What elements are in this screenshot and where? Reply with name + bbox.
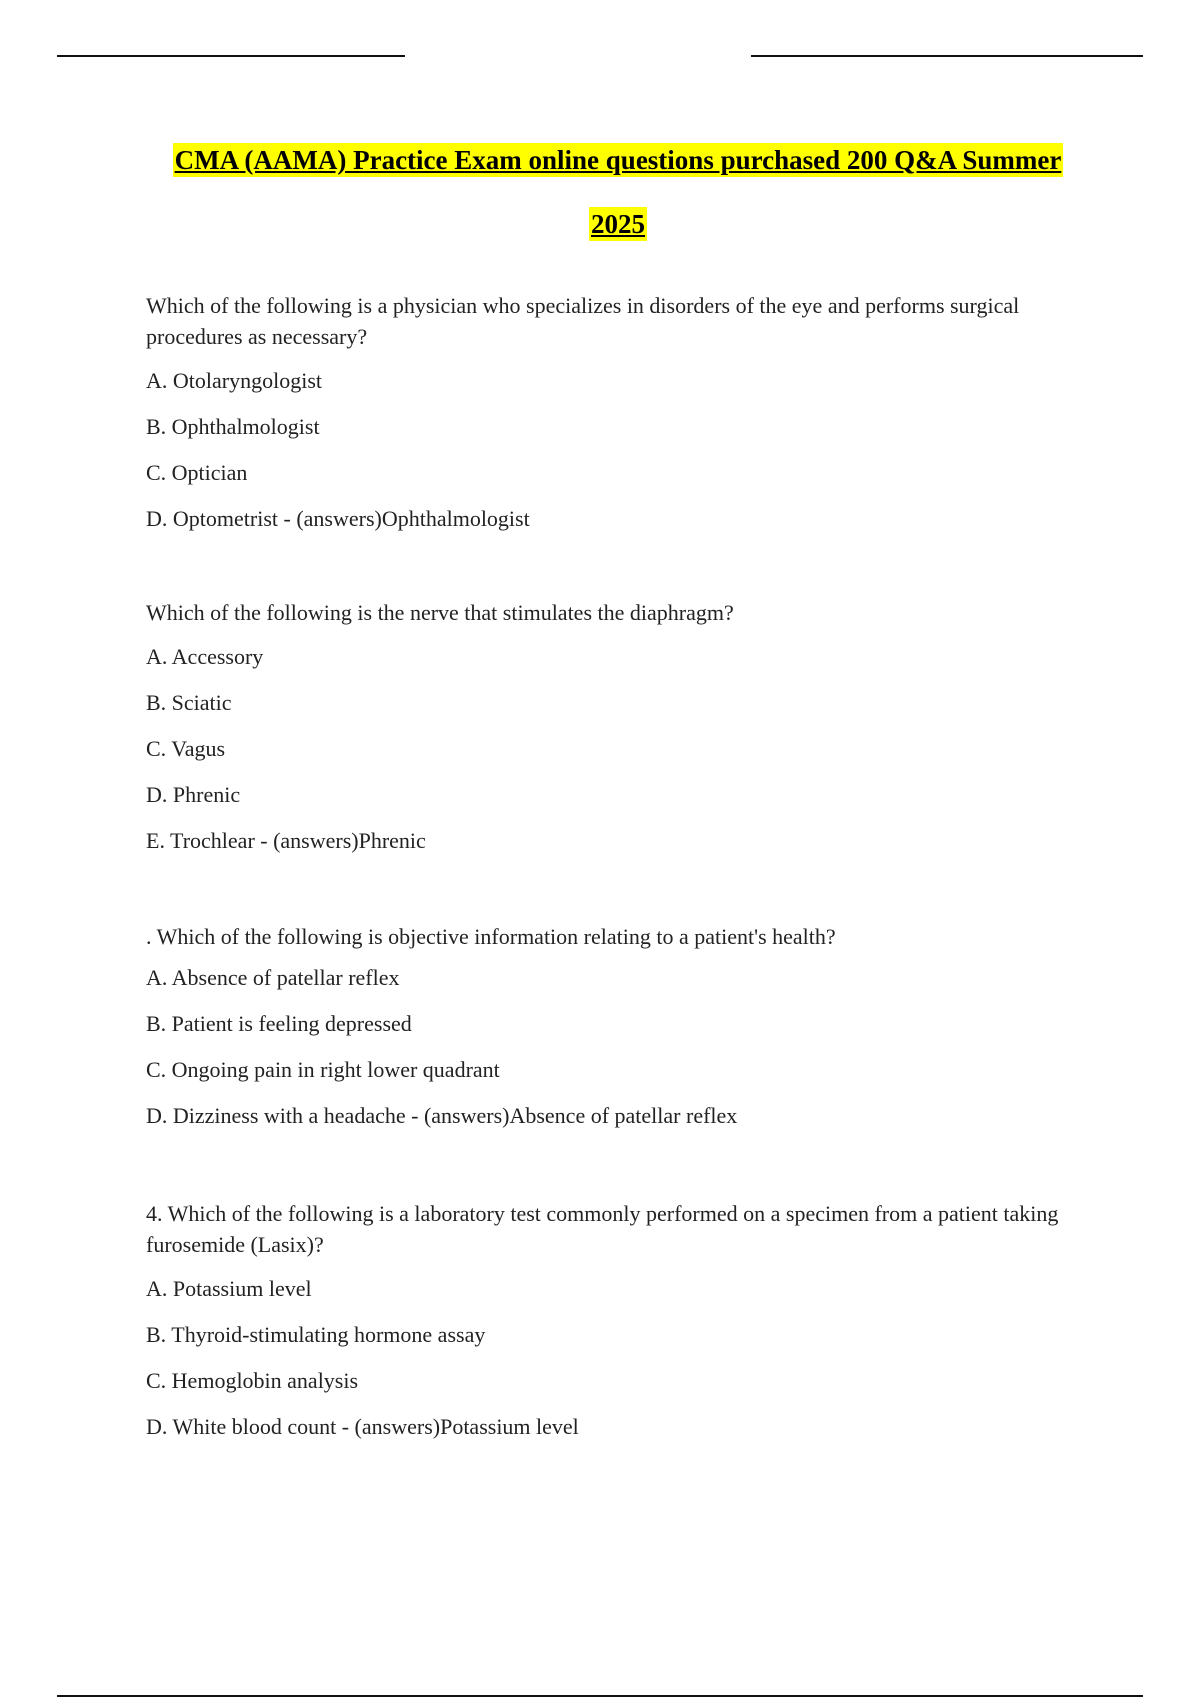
question-1 [146,290,1086,534]
option-b: B. Sciatic [146,690,232,715]
answer-options [146,963,1086,1131]
option-a: A. Potassium level [146,1276,312,1301]
option-c: C. Hemoglobin analysis [146,1368,359,1393]
answer-options [146,642,1086,856]
option-d: D. White blood count - (answers)Potassium level [146,1414,579,1439]
document-title [0,143,1200,241]
question-text: Which of the following is the nerve that stimulates the diaphragm? [146,600,734,625]
question-text: 4. Which of the following is a laboratory test commonly performed on a specimen from a patient taking furosemide (Lasix)? [146,1201,1059,1257]
option-c: C. Ongoing pain in right lower quadrant [146,1057,500,1082]
option-b: B. Patient is feeling depressed [146,1011,412,1036]
option-b: B. Ophthalmologist [146,414,320,439]
header-rule-left [57,55,405,57]
question-4 [146,1198,1086,1442]
option-d: D. Dizziness with a headache - (answers)Absence of patellar reflex [146,1103,738,1128]
question-2 [146,597,1086,856]
footer-rule [57,1695,1143,1697]
title-line-1: CMA (AAMA) Practice Exam online questions purchased 200 Q&A Summer [174,145,1062,175]
question-text: . Which of the following is objective information relating to a patient's health? [146,924,836,949]
title-line-2: 2025 [591,209,645,239]
option-a: A. Otolaryngologist [146,368,322,393]
option-a: A. Accessory [146,644,264,669]
option-c: C. Vagus [146,736,226,761]
question-text: Which of the following is a physician who specializes in disorders of the eye and performs surgical procedures as necessary? [146,293,1020,349]
answer-options [146,1274,1086,1442]
answer-options [146,366,1086,534]
option-b: B. Thyroid-stimulating hormone assay [146,1322,486,1347]
option-e: E. Trochlear - (answers)Phrenic [146,828,426,853]
option-a: A. Absence of patellar reflex [146,965,400,990]
option-d: D. Optometrist - (answers)Ophthalmologist [146,506,530,531]
option-c: C. Optician [146,460,248,485]
header-rule-right [751,55,1143,57]
option-d: D. Phrenic [146,782,241,807]
question-3 [146,921,1086,1131]
